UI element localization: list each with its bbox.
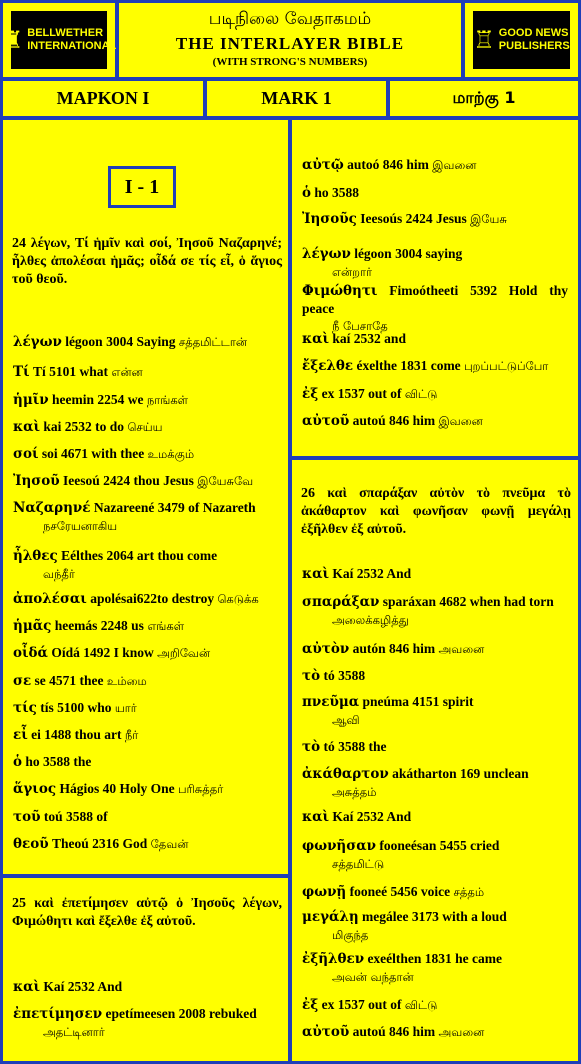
tamil-word: ஆவி [332, 713, 360, 727]
interlinear-entry [302, 565, 568, 583]
tamil-word: பரிசுத்தர் [177, 782, 224, 796]
interlinear-entry [302, 883, 568, 901]
interlinear-entry [13, 617, 281, 635]
transliteration-strongs-english: éxelthe 1831 come [353, 358, 465, 373]
tamil-word: சத்தமிட்டான் [178, 335, 247, 349]
greek-word: οἶδά [13, 645, 48, 661]
interlinear-entry [13, 472, 281, 490]
interlinear-entry [13, 590, 281, 608]
interlinear-entry [302, 412, 568, 430]
transliteration-strongs-english: toú 3588 of [40, 809, 108, 824]
transliteration-strongs-english: heemin 2254 we [48, 392, 147, 407]
interlinear-entry [13, 333, 281, 351]
right-logo-line2: PUBLISHERS [498, 40, 570, 52]
tamil-word: செய்ய [127, 420, 163, 434]
transliteration-strongs-english: Eélthes 2064 art thou come [57, 548, 218, 563]
greek-word: λέγων [302, 246, 351, 262]
interlinear-entry [302, 282, 568, 335]
good-news-logo [462, 0, 581, 80]
greek-word: σε [13, 673, 32, 689]
transliteration-strongs-english: légoon 3004 Saying [61, 334, 179, 349]
left-logo-line1: BELLWETHER [27, 27, 104, 40]
transliteration-strongs-english: tó 3588 [320, 668, 366, 683]
transliteration-strongs-english: Nazareené 3479 of Nazareth [90, 500, 256, 515]
transliteration-strongs-english: heemás 2248 us [51, 618, 148, 633]
transliteration-strongs-english: se 4571 thee [31, 673, 107, 688]
greek-word: Ἰησοῦς [302, 211, 357, 227]
transliteration-strongs-english: Kaí 2532 And [40, 979, 123, 994]
interlinear-entry [302, 385, 568, 403]
greek-word: αὐτῷ [302, 157, 344, 173]
interlinear-entry [13, 445, 281, 463]
greek-word: ἐξ [302, 997, 319, 1013]
tamil-word: புறப்பட்டுப்போ [464, 359, 549, 373]
transliteration-strongs-english: Tí 5101 what [29, 364, 112, 379]
tamil-word: அவனை [438, 642, 485, 656]
tamil-word: சத்தம் [453, 885, 485, 899]
transliteration-strongs-english: epetímeesen 2008 rebuked [102, 1006, 257, 1021]
tamil-word: நசரேயனாகிய [43, 519, 118, 533]
greek-word: καὶ [13, 979, 41, 995]
verse-24-text: 24 λέγων, Τί ἡμῖν καὶ σοί, Ἰησοῦ Ναζαρηνέ; ἦλθες ἀπολέσαι ἡμᾶς; οἶδά σε τίς εἶ, ὁ ἅγιος τοῦ θεοῦ. [12, 236, 282, 287]
greek-word: τοῦ [13, 809, 41, 825]
greek-word: ἐξῆλθεν [302, 951, 365, 967]
greek-word: φωνῇ [302, 884, 347, 900]
tamil-word: அலைக்கழித்து [332, 613, 409, 627]
tamil-word: யார் [114, 701, 137, 715]
chapter-badge: I - 1 [108, 166, 176, 208]
greek-word: ἅγιος [13, 781, 57, 797]
tab-greek: ΜΑΡΚΟΝ Ι [0, 78, 206, 119]
greek-word: ἀκάθαρτον [302, 766, 389, 782]
interlinear-entry [13, 808, 281, 826]
transliteration-strongs-english: autoó 846 him [343, 157, 433, 172]
transliteration-strongs-english: ho 3588 [311, 185, 360, 200]
transliteration-strongs-english: ei 1488 thou art [27, 727, 125, 742]
greek-word: μεγάλῃ [302, 909, 359, 925]
transliteration-strongs-english: fooneésan 5455 cried [375, 838, 500, 853]
interlinear-entry [302, 210, 568, 228]
transliteration-strongs-english: Theoú 2316 God [48, 836, 151, 851]
transliteration-strongs-english: exeélthen 1831 he came [364, 951, 503, 966]
greek-word: ἐξ [302, 386, 319, 402]
greek-word: καὶ [302, 331, 330, 347]
greek-word: ἦλθες [13, 548, 58, 564]
greek-word: Τί [13, 364, 30, 380]
page-subtitle: (WITH STRONG'S NUMBERS) [212, 56, 368, 68]
greek-word: τίς [13, 700, 37, 716]
interlinear-entry [302, 808, 568, 826]
interlinear-entry [13, 644, 281, 662]
tamil-word: உம்மை [106, 674, 147, 688]
interlinear-entry [13, 672, 281, 690]
verse-24-panel [0, 117, 291, 877]
tab-tamil: மாற்கு 1 [387, 78, 581, 119]
greek-word: εἶ [13, 727, 28, 743]
tab-english: MARK 1 [204, 78, 389, 119]
greek-word: ἔξελθε [302, 358, 354, 374]
interlinear-entry [302, 738, 568, 756]
interlinear-entry [13, 418, 281, 436]
verse-25-continued-panel [289, 117, 581, 459]
tamil-word: என்ன [111, 365, 143, 379]
interlinear-entry [302, 908, 568, 944]
transliteration-strongs-english: Kaí 2532 And [329, 566, 412, 581]
page-title: THE INTERLAYER BIBLE [175, 34, 405, 53]
transliteration-strongs-english: Ieesoú 2424 thou Jesus [59, 473, 198, 488]
interlinear-entry [302, 357, 568, 375]
right-logo-line1: GOOD NEWS [498, 27, 569, 40]
tamil-word: மிகுந்த [332, 928, 369, 942]
greek-word: θεοῦ [13, 836, 49, 852]
verse-25-text: 25 καὶ ἐπετίμησεν αὐτῷ ὁ Ἰησοῦς λέγων, Φιμώθητι καὶ ἔξελθε ἐξ αὐτοῦ. [12, 896, 282, 929]
interlinear-entry [13, 780, 281, 798]
interlinear-entry [13, 726, 281, 744]
tamil-word: அதட்டினார் [43, 1025, 105, 1039]
greek-word: πνεῦμα [302, 694, 360, 710]
interlinear-entry [302, 996, 568, 1014]
interlinear-entry [302, 245, 568, 281]
interlinear-entry [13, 699, 281, 717]
tamil-word: நீ பேசாதே [332, 319, 388, 333]
interlinear-entry [302, 156, 568, 174]
transliteration-strongs-english: autoú 846 him [349, 1024, 439, 1039]
greek-word: ὁ [302, 185, 312, 201]
interlinear-entry [302, 593, 568, 629]
page-title-block [116, 0, 464, 80]
transliteration-strongs-english: tó 3588 the [320, 739, 387, 754]
tamil-word: அவன் வந்தான் [332, 970, 414, 984]
greek-word: φωνῆσαν [302, 838, 376, 854]
interlinear-entry [302, 837, 568, 873]
greek-word: ἀπολέσαι [13, 591, 87, 607]
tamil-word: இவனை [438, 414, 483, 428]
interlinear-entry [13, 547, 281, 583]
transliteration-strongs-english: tís 5100 who [36, 700, 115, 715]
greek-word: Ναζαρηνέ [13, 500, 91, 516]
transliteration-strongs-english: megálee 3173 with a loud [358, 909, 507, 924]
tamil-word: கெடுக்க [217, 592, 259, 606]
tamil-word: இவனை [432, 158, 477, 172]
tamil-word: அவனை [438, 1025, 485, 1039]
transliteration-strongs-english: kaí 2532 and [329, 331, 406, 346]
greek-word: Ἰησοῦ [13, 473, 60, 489]
tamil-word: தேவன் [150, 837, 189, 851]
interlinear-entry [13, 1005, 281, 1041]
title-tamil: படிநிலை வேதாகமம் [208, 9, 372, 29]
greek-word: ἡμῖν [13, 392, 49, 408]
greek-word: καὶ [302, 566, 330, 582]
transliteration-strongs-english: fooneé 5456 voice [346, 884, 454, 899]
transliteration-strongs-english: pneúma 4151 spirit [359, 694, 474, 709]
transliteration-strongs-english: akátharton 169 unclean [388, 766, 529, 781]
greek-word: σπαράξαν [302, 594, 380, 610]
interlinear-entry [13, 499, 281, 535]
transliteration-strongs-english: ho 3588 the [22, 754, 92, 769]
transliteration-strongs-english: soi 4671 with thee [38, 446, 148, 461]
greek-word: λέγων [13, 334, 62, 350]
interlinear-entry [302, 184, 568, 202]
interlinear-entry [13, 978, 281, 996]
interlinear-entry [302, 765, 568, 801]
tamil-word: நாங்கள் [146, 393, 189, 407]
tower-icon: ♖ [473, 26, 495, 54]
transliteration-strongs-english: ex 1537 out of [318, 386, 405, 401]
interlinear-entry [302, 693, 568, 729]
transliteration-strongs-english: Hágios 40 Holy One [56, 781, 178, 796]
transliteration-strongs-english: ex 1537 out of [318, 997, 405, 1012]
tamil-word: இயேசு [470, 212, 507, 226]
tamil-word: எங்கள் [147, 619, 185, 633]
interlinear-entry [302, 640, 568, 658]
transliteration-strongs-english: Kaí 2532 And [329, 809, 412, 824]
verse-26-panel [289, 457, 581, 1064]
transliteration-strongs-english: légoon 3004 saying [350, 246, 463, 261]
greek-word: Φιμώθητι [302, 283, 378, 299]
transliteration-strongs-english: Oídá 1492 I know [47, 645, 158, 660]
greek-word: αὐτοῦ [302, 413, 350, 429]
tamil-word: விட்டு [404, 998, 438, 1012]
left-logo-line2: INTERNATIONAL [27, 40, 117, 52]
greek-word: ἐπετίμησεν [13, 1006, 103, 1022]
interlinear-entry [13, 363, 281, 381]
greek-word: καὶ [13, 419, 41, 435]
tamil-word: விட்டு [404, 387, 438, 401]
greek-word: τὸ [302, 668, 321, 684]
transliteration-strongs-english: kai 2532 to do [40, 419, 128, 434]
interlinear-entry [302, 950, 568, 986]
interlinear-entry [302, 330, 568, 348]
interlinear-entry [302, 1023, 568, 1041]
tamil-word: வந்தீர் [43, 567, 75, 581]
tamil-word: உமக்கும் [147, 447, 195, 461]
tamil-word: என்றார் [332, 265, 372, 279]
transliteration-strongs-english: Fimoótheeti 5392 Hold thy peace [302, 283, 568, 316]
verse-25-panel [0, 875, 291, 1064]
transliteration-strongs-english: apolésai622to destroy [86, 591, 218, 606]
tamil-word: அறிவேன் [157, 646, 211, 660]
greek-word: αὐτὸν [302, 641, 350, 657]
interlinear-entry [13, 753, 281, 771]
tamil-word: சத்தமிட்டு [332, 857, 385, 871]
greek-word: τὸ [302, 739, 321, 755]
verse-26-text: 26 καὶ σπαράξαν αὐτὸν τὸ πνεῦμα τὸ ἀκάθαρτον καὶ φωνῆσαν φωνῇ μεγάλῃ ἐξῆλθεν ἐξ αὐτοῦ. [301, 486, 571, 537]
tamil-word: இயேசுவே [197, 474, 254, 488]
interlinear-entry [13, 835, 281, 853]
transliteration-strongs-english: autoú 846 him [349, 413, 439, 428]
greek-word: καὶ [302, 809, 330, 825]
interlinear-entry [13, 391, 281, 409]
transliteration-strongs-english: sparáxan 4682 when had torn [379, 594, 554, 609]
transliteration-strongs-english: autón 846 him [349, 641, 439, 656]
bellwether-logo [0, 0, 118, 80]
tamil-word: அசுத்தம் [332, 785, 377, 799]
tamil-word: நீர் [124, 728, 139, 742]
greek-word: σοί [13, 446, 39, 462]
bell-tower-icon: ♜ [1, 26, 24, 54]
greek-word: αὐτοῦ [302, 1024, 350, 1040]
greek-word: ὁ [13, 754, 23, 770]
transliteration-strongs-english: Ieesoús 2424 Jesus [356, 211, 471, 226]
interlinear-entry [302, 667, 568, 685]
greek-word: ἡμᾶς [13, 618, 52, 634]
